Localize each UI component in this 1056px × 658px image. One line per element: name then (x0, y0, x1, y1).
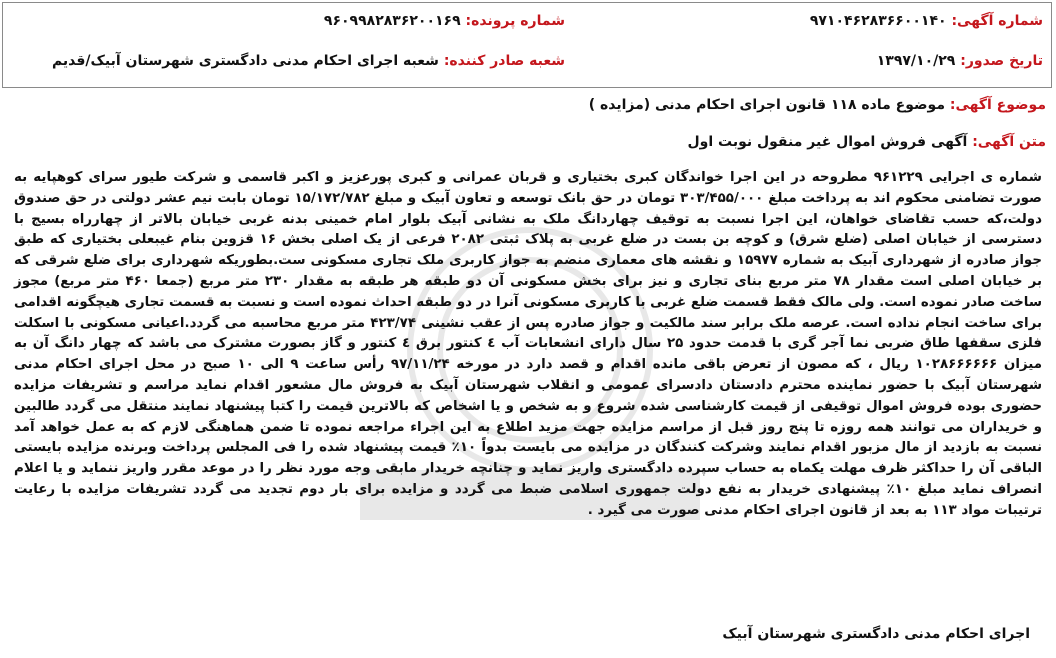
ad-number (810, 13, 1043, 29)
issue-date (877, 53, 1043, 69)
subject-line (589, 97, 1046, 113)
notice-title-line (688, 134, 1047, 150)
notice-body: شماره ی اجرایی ۹۶۱۲۲۹ مطروحه در این اجرا خواندگان کبری بختیاری و قربان عمرانی و کبری پورعزیز و اکبر قاسمی و شرکت طیور سرای کوهپایه به صورت تضامنی محکوم اند به پرداخت مبلغ ۳۰۳/۴۵۵/۰۰۰ تومان در حق بانک توسعه و تعاون آبیک و مبلغ ۱۵/۱۷۲/۷۸۲ تومان بابت نیم عشر دولتی در حق صندوق دولت،که حسب تقاضای خواهان، این اجرا نسبت به توقیف چهاردانگ ملک به نشانی آبیک بلوار امام خمینی بدنه غربی خیابان بالاتر از چهارراه بسیج با دسترسی از خیابان اصلی (ضلع شرق) و کوچه بن بست در ضلع غربی به پلاک ثبتی ۲۰۸۲ فرعی از یک اصلی بخش ۱۶ قزوین بنام غیبعلی بختیاری که طبق جواز صادره از شهرداری آبیک به شماره ۱۵۹۷۷ و نقشه های معماری منضم به جواز کاربری ملک تجاری مسکونی ست.بطوریکه شهرداری برای ضلع شرقی که بر خیابان اصلی است مقدار ۷۸ متر مربع بنای تجاری و نیز برای بخش مسکونی آن دو طبقه هر طبقه به مقدار ۲۳۰ متر مربع (جمعا ۴۶۰ متر مربع) مجوز ساخت صادر نموده است. ولی مالک فقط قسمت ضلع غربی با کاربری مسکونی آنرا در دو طبقه احداث نموده است و نسبت به قسمت تجاری هیچگونه اقدامی برای ساخت انجام نداده است. عرصه ملک برابر سند مالکیت و جواز صادره پس از عقب نشینی ۴۲۳/۷۴ متر مربع محاسبه می گردد.اعیانی مسکونی با اسکلت فلزی سقفها طاق ضربی نما آجر گری با قدمت حدود ۲۵ سال دارای انشعابات آب ٤ کنتور برق ٤ کنتور و گاز بصورت مشترک می باشد که چهار دانگ آن به میزان ۱۰۲۸۶۶۶۶۶۶ ریال ، که مصون از تعرض باقی مانده اقدام و قصد دارد در مورخه ۹۷/۱۱/۲۴ رأس ساعت ۹ الی ۱۰ صبح در محل اجرای احکام مدنی شهرستان آبیک با حضور نماینده محترم دادستان دادسرای عمومی و انقلاب شهرستان آبیک به فروش مال مشعور اقدام نماید مراسم و تشریفات مزایده حضوری بوده فروش اموال توقیفی از قیمت کارشناسی شده شروع و به شخص و یا اشخاص که بالاترین قیمت را کتبا پیشنهاد نمایند منتقل می گردد طالبین و خریداران می توانند همه روزه تا پنج روز قبل از مراسم مزایده جهت مزید اطلاع به این اجراء مراجعه نموده تا ضمن هماهنگی لازم که به عمل خواهد آمد نسبت به بازدید از مال مزبور اقدام نمایند وشرکت کنندگان در مزایده می بایست بدواً ۱۰٪ قیمت پیشنهاد شده را فی المجلس پرداخت وبرنده مزایده بایستی الباقی آن را حداکثر ظرف مهلت یکماه به حساب سپرده دادگستری واریز نماید و چنانچه خریدار مابقی وجه مورد نظر را در موعد مقرر واریز ننماید و یا اعلام انصراف نماید مبلغ ۱۰٪ پیشنهادی خریدار به نفع دولت جمهوری اسلامی ضبط می گردد و مزایده برای بار دوم تجدید می گردد تشریفات مزایده با رعایت ترتیبات مواد ۱۱۳ به بعد از قانون اجرای احکام مدنی صورت می گیرد . (14, 170, 1043, 518)
case-number-label: شماره پرونده: (465, 13, 565, 29)
issuer-label: شعبه صادر کننده: (443, 53, 565, 69)
ad-number-value: ۹۷۱۰۴۶۲۸۳۶۶۰۰۱۴۰ (809, 13, 947, 29)
subject-value: موضوع ماده ۱۱۸ قانون اجرای احکام مدنی (مزایده ) (588, 97, 945, 113)
ad-number-label: شماره آگهی: (951, 13, 1043, 29)
header-box (2, 2, 1052, 88)
issue-date-value: ۱۳۹۷/۱۰/۲۹ (876, 53, 956, 69)
signature: اجرای احکام مدنی دادگستری شهرستان آبیک (722, 626, 1030, 642)
issue-date-label: تاریخ صدور: (960, 53, 1043, 69)
case-number-value: ۹۶۰۹۹۸۲۸۳۶۲۰۰۱۶۹ (323, 13, 461, 29)
case-number (324, 13, 565, 29)
issuer-value: شعبه اجرای احکام مدنی دادگستری شهرستان آبیک/قدیم (51, 53, 439, 69)
subject-label: موضوع آگهی: (949, 97, 1046, 113)
notice-title: آگهی فروش اموال غیر منقول نوبت اول (687, 134, 968, 150)
issuer (52, 53, 565, 69)
notice-label: متن آگهی: (972, 134, 1046, 150)
